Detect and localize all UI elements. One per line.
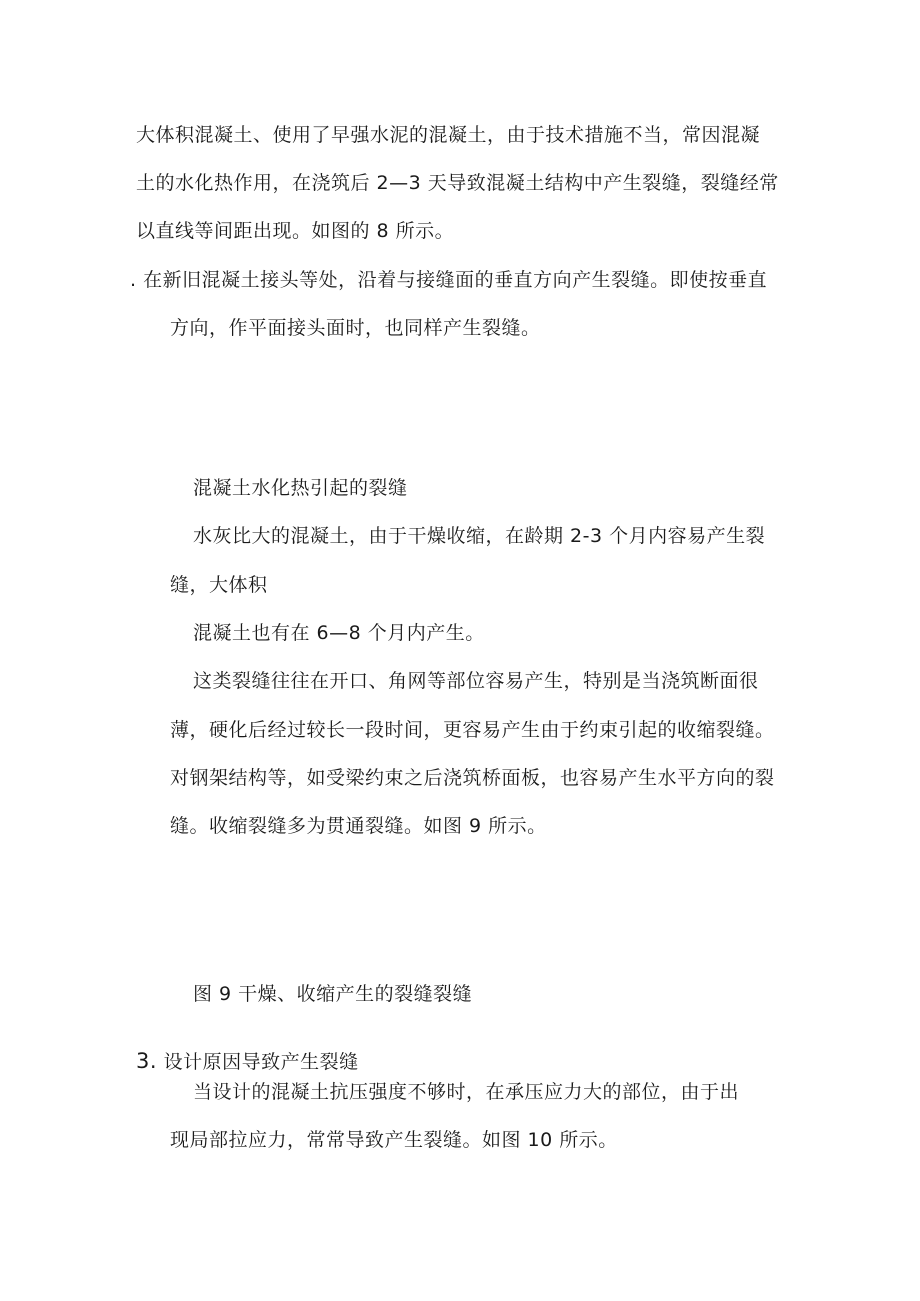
paragraph-4-line-3: 对钢架结构等，如受梁约束之后浇筑桥面板，也容易产生水平方向的裂	[170, 767, 775, 789]
paragraph-3-line-2: 缝，大体积	[170, 574, 268, 596]
section-3-title: 设计原因导致产生裂缝	[163, 1051, 359, 1073]
paragraph-2-line-1: . 在新旧混凝土接头等处，沿着与接缝面的垂直方向产生裂缝。即使按垂直	[130, 269, 768, 291]
paragraph-4-line-4: 缝。收缩裂缝多为贯通裂缝。如图 9 所示。	[170, 815, 547, 837]
paragraph-2-line-2: 方向，作平面接头面时，也同样产生裂缝。	[170, 317, 541, 339]
paragraph-5-line-1: 当设计的混凝土抗压强度不够时，在承压应力大的部位，由于出	[193, 1081, 740, 1103]
section-3-number: 3.	[136, 1049, 158, 1073]
paragraph-1-line-3: 以直线等间距出现。如图的 8 所示。	[136, 220, 455, 242]
paragraph-3-line-1: 水灰比大的混凝土，由于干燥收缩，在龄期 2-3 个月内容易产生裂	[193, 525, 766, 547]
paragraph-4-line-2: 薄，硬化后经过较长一段时间，更容易产生由于约束引起的收缩裂缝。	[170, 719, 775, 741]
paragraph-1-line-1: 大体积混凝土、使用了早强水泥的混凝土，由于技术措施不当，常因混凝	[136, 124, 761, 146]
paragraph-5-line-2: 现局部拉应力，常常导致产生裂缝。如图 10 所示。	[170, 1129, 618, 1151]
figure-caption: 图 9 干燥、收缩产生的裂缝裂缝	[193, 983, 473, 1005]
paragraph-1-line-2: 土的水化热作用，在浇筑后 2—3 天导致混凝土结构中产生裂缝，裂缝经常	[136, 172, 779, 194]
paragraph-3-line-3: 混凝土也有在 6—8 个月内产生。	[193, 622, 485, 644]
paragraph-4-line-1: 这类裂缝往往在开口、角网等部位容易产生，特别是当浇筑断面很	[193, 670, 759, 692]
section-heading: 混凝土水化热引起的裂缝	[193, 477, 408, 499]
section-3-heading	[136, 1049, 359, 1074]
